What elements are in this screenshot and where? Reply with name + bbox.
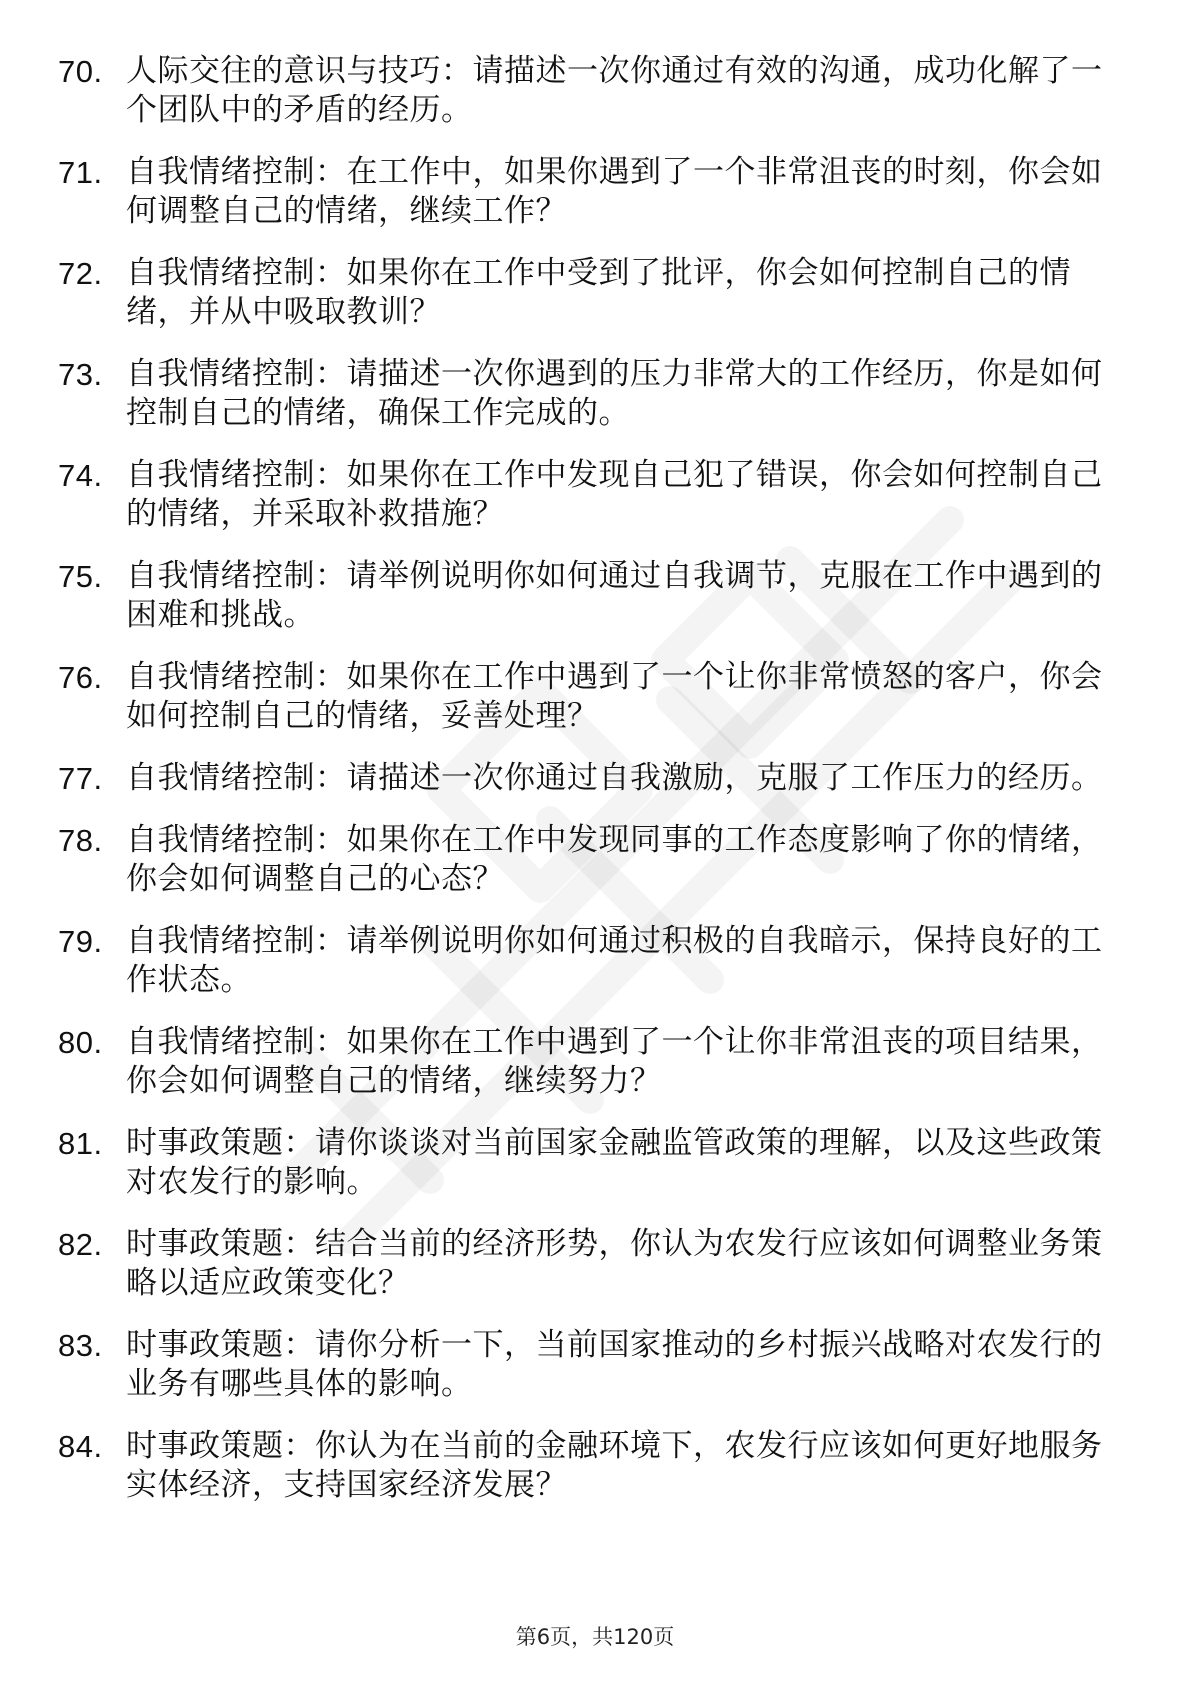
question-text: 时事政策题：结合当前的经济形势，你认为农发行应该如何调整业务策略以适应政策变化？ <box>126 1226 1103 1301</box>
question-text: 自我情绪控制：在工作中，如果你遇到了一个非常沮丧的时刻，你会如何调整自己的情绪，继续工作？ <box>126 154 1103 229</box>
question-number: 75. <box>58 559 103 594</box>
question-text: 人际交往的意识与技巧：请描述一次你通过有效的沟通，成功化解了一个团队中的矛盾的经历。 <box>126 53 1103 128</box>
question-item <box>58 1427 1118 1505</box>
question-item <box>58 1225 1118 1303</box>
question-item <box>58 922 1118 1000</box>
question-text: 自我情绪控制：如果你在工作中发现同事的工作态度影响了你的情绪，你会如何调整自己的心态？ <box>126 822 1103 897</box>
question-text: 自我情绪控制：请举例说明你如何通过自我调节，克服在工作中遇到的困难和挑战。 <box>126 558 1103 633</box>
page-footer: 第6页，共120页 <box>515 1625 675 1649</box>
question-number: 78. <box>58 823 103 858</box>
question-number: 79. <box>58 924 103 959</box>
question-text: 自我情绪控制：请描述一次你遇到的压力非常大的工作经历，你是如何控制自己的情绪，确保工作完成的。 <box>126 356 1103 431</box>
question-text: 自我情绪控制：如果你在工作中受到了批评，你会如何控制自己的情绪，并从中吸取教训？ <box>126 255 1071 330</box>
question-item <box>58 52 1118 130</box>
question-number: 70. <box>58 54 103 89</box>
question-text: 自我情绪控制：如果你在工作中遇到了一个让你非常沮丧的项目结果，你会如何调整自己的情绪，继续努力？ <box>126 1024 1103 1099</box>
question-number: 80. <box>58 1025 103 1060</box>
question-number: 81. <box>58 1126 103 1161</box>
question-item <box>58 1023 1118 1101</box>
question-item <box>58 821 1118 899</box>
question-number: 84. <box>58 1429 103 1464</box>
question-text: 时事政策题：请你分析一下，当前国家推动的乡村振兴战略对农发行的业务有哪些具体的影响。 <box>126 1327 1103 1402</box>
question-number: 71. <box>58 155 103 190</box>
question-number: 77. <box>58 761 103 796</box>
question-item <box>58 1124 1118 1202</box>
question-number: 82. <box>58 1227 103 1262</box>
question-number: 74. <box>58 458 103 493</box>
question-number: 72. <box>58 256 103 291</box>
question-item <box>58 658 1118 736</box>
question-item <box>58 1326 1118 1404</box>
question-text: 自我情绪控制：如果你在工作中遇到了一个让你非常愤怒的客户，你会如何控制自己的情绪，妥善处理？ <box>126 659 1103 734</box>
question-item <box>58 456 1118 534</box>
question-item <box>58 355 1118 433</box>
question-item <box>58 557 1118 635</box>
question-text: 自我情绪控制：请描述一次你通过自我激励，克服了工作压力的经历。 <box>126 760 1103 796</box>
question-text: 自我情绪控制：如果你在工作中发现自己犯了错误，你会如何控制自己的情绪，并采取补救措施？ <box>126 457 1103 532</box>
question-item <box>58 759 1118 798</box>
question-number: 73. <box>58 357 103 392</box>
question-number: 83. <box>58 1328 103 1363</box>
question-item <box>58 254 1118 332</box>
question-item <box>58 153 1118 231</box>
question-number: 76. <box>58 660 103 695</box>
question-list <box>58 52 1118 1528</box>
question-text: 时事政策题：请你谈谈对当前国家金融监管政策的理解，以及这些政策对农发行的影响。 <box>126 1125 1103 1200</box>
question-text: 时事政策题：你认为在当前的金融环境下，农发行应该如何更好地服务实体经济，支持国家经济发展？ <box>126 1428 1103 1503</box>
question-text: 自我情绪控制：请举例说明你如何通过积极的自我暗示，保持良好的工作状态。 <box>126 923 1103 998</box>
